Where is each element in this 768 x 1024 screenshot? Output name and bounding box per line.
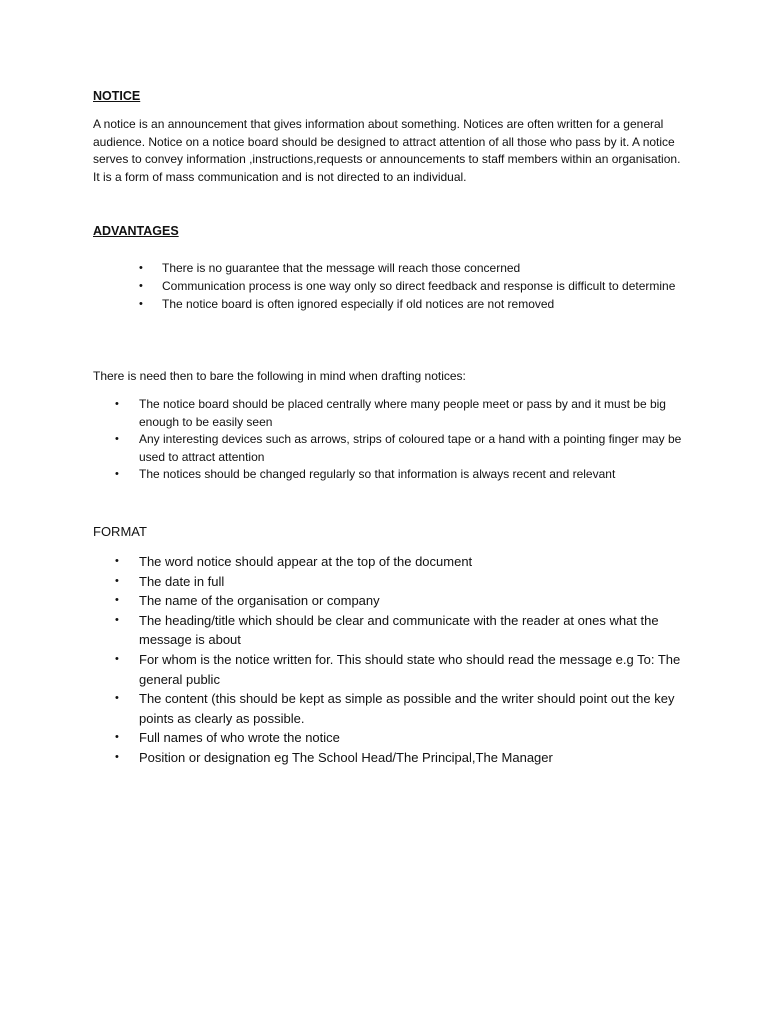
bullet-icon: • (115, 555, 119, 567)
bullet-icon: • (115, 594, 119, 607)
drafting-intro: There is need then to bare the following in mind when drafting notices: (93, 369, 466, 383)
bullet-icon: • (115, 692, 119, 705)
notice-heading: NOTICE (93, 89, 141, 103)
list-item (93, 591, 683, 611)
bullet-icon: • (139, 298, 143, 310)
format-heading: FORMAT (93, 524, 147, 539)
format-list (93, 552, 683, 768)
bullet-icon: • (115, 652, 119, 665)
list-item-text: The date in full (139, 573, 225, 589)
list-item (93, 396, 683, 431)
list-item-text: There is no guarantee that the message will reach those concerned (162, 261, 521, 275)
drafting-list (93, 396, 683, 484)
list-item (93, 611, 683, 650)
list-item-text: Any interesting devices such as arrows, strips of coloured tape or a hand with a pointing finger may be used to attract attention (139, 432, 682, 464)
list-item (93, 650, 683, 689)
list-item (93, 552, 683, 572)
notice-paragraph: A notice is an announcement that gives information about something. Notices are often written for a general audience. Notice on a notice board should be designed to attract attention of all those who pass by it. A notice serves to convey information ,instructions,requests or announcements to staff members within an organisation. It is a form of mass communication and is not directed to an individual. (93, 117, 681, 184)
list-item (93, 689, 683, 728)
advantages-heading: ADVANTAGES (93, 224, 179, 238)
list-item-text: The notice board is often ignored especially if old notices are not removed (162, 297, 555, 311)
advantages-list (93, 259, 692, 313)
list-item (93, 277, 692, 295)
list-item-text: The heading/title which should be clear and communicate with the reader at ones what the message is about (139, 612, 659, 648)
list-item-text: The content (this should be kept as simple as possible and the writer should point out the key points as clearly as possible. (139, 691, 675, 726)
list-item (93, 572, 683, 592)
list-item (93, 748, 683, 768)
bullet-icon: • (115, 574, 119, 587)
bullet-icon: • (115, 468, 119, 481)
bullet-icon: • (115, 750, 119, 763)
list-item-text: The notices should be changed regularly so that information is always recent and relevant (139, 467, 616, 482)
bullet-icon: • (115, 731, 119, 744)
list-item-text: The word notice should appear at the top of the document (139, 554, 473, 569)
bullet-icon: • (115, 613, 119, 626)
bullet-icon: • (139, 262, 143, 274)
list-item (93, 728, 683, 748)
list-item-text: Communication process is one way only so direct feedback and response is difficult to determine (162, 279, 676, 293)
list-item-text: Full names of who wrote the notice (139, 730, 340, 746)
bullet-icon: • (115, 398, 119, 410)
list-item-text: The name of the organisation or company (139, 593, 380, 609)
list-item (93, 259, 692, 277)
list-item (93, 295, 692, 313)
bullet-icon: • (115, 433, 119, 446)
list-item-text: For whom is the notice written for. This should state who should read the message e.g To: The general public (139, 651, 681, 687)
bullet-icon: • (139, 280, 143, 292)
list-item (93, 431, 683, 466)
list-item-text: The notice board should be placed centrally where many people meet or pass by and it must be big enough to be easily seen (139, 397, 666, 429)
list-item-text: Position or designation eg The School Head/The Principal,The Manager (139, 749, 553, 765)
list-item (93, 466, 683, 484)
